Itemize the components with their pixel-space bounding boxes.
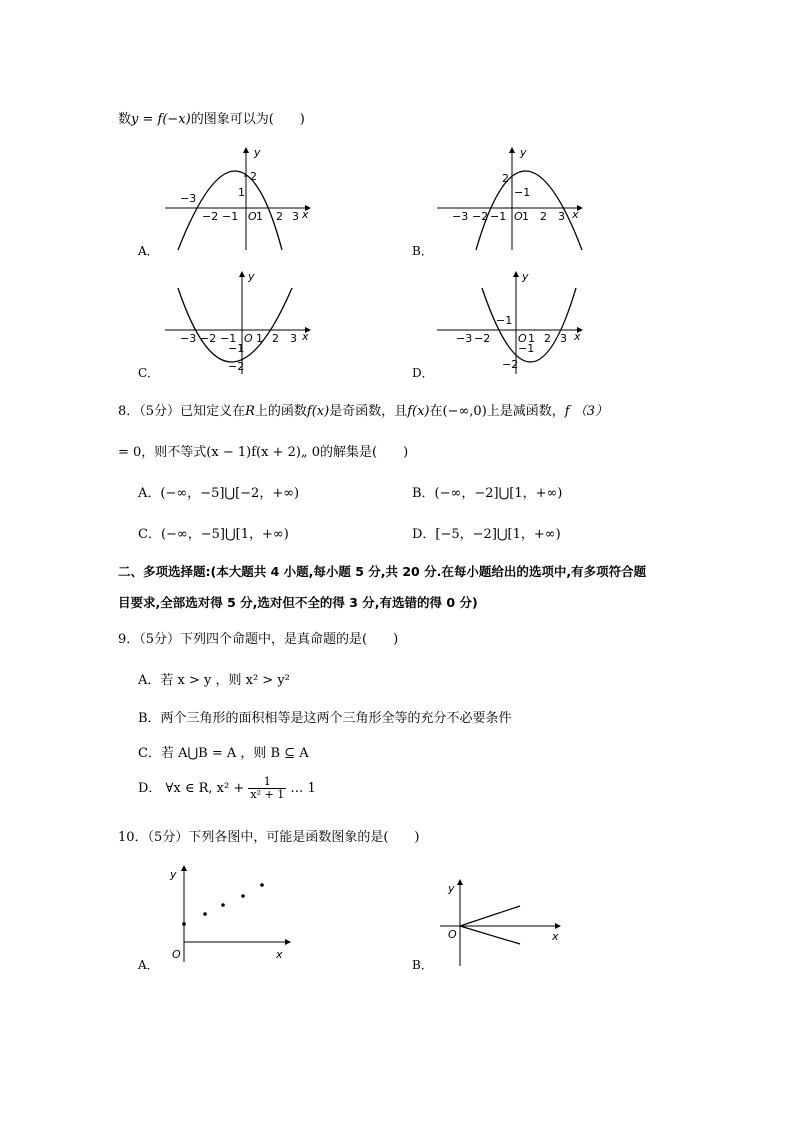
q7-option-b-label[interactable]: B． [412,244,433,258]
q7-option-c-label[interactable]: C． [138,366,160,380]
origin-label: O [172,948,181,961]
tick-label: 3 [558,210,565,223]
q9-option-b[interactable]: B．两个三角形的面积相等是这两个三角形全等的充分不必要条件 [138,711,512,726]
tick-label: −2 [200,332,217,345]
ray-upper [460,906,520,926]
x-axis-label: x [572,208,579,221]
tick-label: −1 [490,210,507,223]
q9-option-d[interactable]: D． ∀x ∈ R, x² + $\frac{1}{\text{x² + 1}}$ … 1 [138,775,316,801]
tick-label: −1 [220,332,237,345]
tick-label: −1 [222,210,239,223]
q8-option-d[interactable]: D．[−5，−2]⋃[1，+∞) [412,527,561,542]
y-axis-label: y [520,146,527,159]
tick-label: 2 [502,172,509,185]
section2-heading-line2: 目要求,全部选对得 5 分,选对但不全的得 3 分,有选错的得 0 分) [118,595,478,610]
origin-label: O [248,210,257,223]
q9-option-c[interactable]: C．若 A⋃B = A ，则 B ⊆ A [138,746,309,761]
tick-label: −2 [228,360,245,373]
y-axis-label: y [254,146,261,159]
tick-label: 1 [256,332,263,345]
q8-option-c[interactable]: C．(−∞，−5]⋃[1，+∞) [138,527,289,542]
y-axis-label: y [248,270,255,283]
tick-label: 3 [292,210,299,223]
tick-label: −2 [502,358,519,371]
data-point [241,894,245,898]
ray-lower [460,926,520,944]
tick-label: 1 [256,210,263,223]
tick-label: 1 [522,210,529,223]
q10-stem: 10．（5分）下列各图中，可能是函数图象的是( ) [118,830,420,845]
q7-option-a-graph [160,142,320,252]
tick-label: 2 [544,332,551,345]
q8-stem-line2: = 0，则不等式(x − 1)f(x + 2)„ 0的解集是( ) [118,445,409,460]
q7-stem: 数y = f(−x)的图象可以为( ) [118,112,305,127]
x-axis-label: x [574,330,581,343]
tick-label: −1 [518,342,535,355]
y-axis-label: y [448,882,455,895]
q8-option-b[interactable]: B．(−∞，−2]⋃[1，+∞) [412,486,563,501]
tick-label: −3 [452,210,469,223]
data-point [221,903,225,907]
data-point [260,883,264,887]
q10-option-a-label[interactable]: A． [138,958,159,972]
q9-option-a[interactable]: A．若 x > y ，则 x² > y² [138,673,290,688]
tick-label: 1 [528,332,535,345]
q10-option-a-graph [160,862,300,966]
section2-heading-line1: 二、多项选择题:(本大题共 4 小题,每小题 5 分,共 20 分.在每小题给出的选项中,有多项符合题 [118,564,647,579]
origin-label: O [518,332,527,345]
tick-label: −1 [514,186,531,199]
origin-label: O [514,210,523,223]
fraction: $\frac{1}{\text{x² + 1}}$ [250,775,285,801]
tick-label: −2 [474,332,491,345]
x-axis-label: x [302,330,309,343]
tick-label: 2 [540,210,547,223]
tick-label: −1 [228,342,245,355]
data-point [203,912,207,916]
x-axis-label: x [276,948,283,961]
q7-option-b-graph [432,142,592,252]
tick-label: 1 [238,186,245,199]
y-axis-label: y [170,868,177,881]
q9-stem: 9．（5分）下列四个命题中，是真命题的是( ) [118,632,399,647]
tick-label: −2 [202,210,219,223]
q7-option-d-label[interactable]: D． [412,366,434,380]
q8-option-a[interactable]: A．(−∞，−5]⋃[−2，+∞) [138,486,300,501]
tick-label: 3 [290,332,297,345]
data-point [182,922,186,926]
tick-label: −3 [456,332,473,345]
q7-option-c-graph [160,266,320,378]
q8-stem-line1: 8．（5分）已知定义在R上的函数f(x)是奇函数，且f(x)在(−∞,0)上是减函数，f （3） [118,404,608,419]
q10-option-b-graph [440,876,570,968]
q7-option-d-graph [432,266,592,378]
origin-label: O [448,928,457,941]
tick-label: −1 [496,314,513,327]
tick-label: 2 [272,332,279,345]
tick-label: 2 [250,170,257,183]
origin-label: O [244,332,253,345]
y-axis-label: y [522,270,529,283]
tick-label: −3 [180,332,197,345]
tick-label: 3 [560,332,567,345]
x-axis-label: x [552,930,559,943]
q10-option-b-label[interactable]: B． [412,958,433,972]
x-axis-label: x [302,208,309,221]
tick-label: −2 [472,210,489,223]
q7-option-a-label[interactable]: A． [138,244,159,258]
tick-label: 2 [276,210,283,223]
tick-label: −3 [180,192,197,205]
